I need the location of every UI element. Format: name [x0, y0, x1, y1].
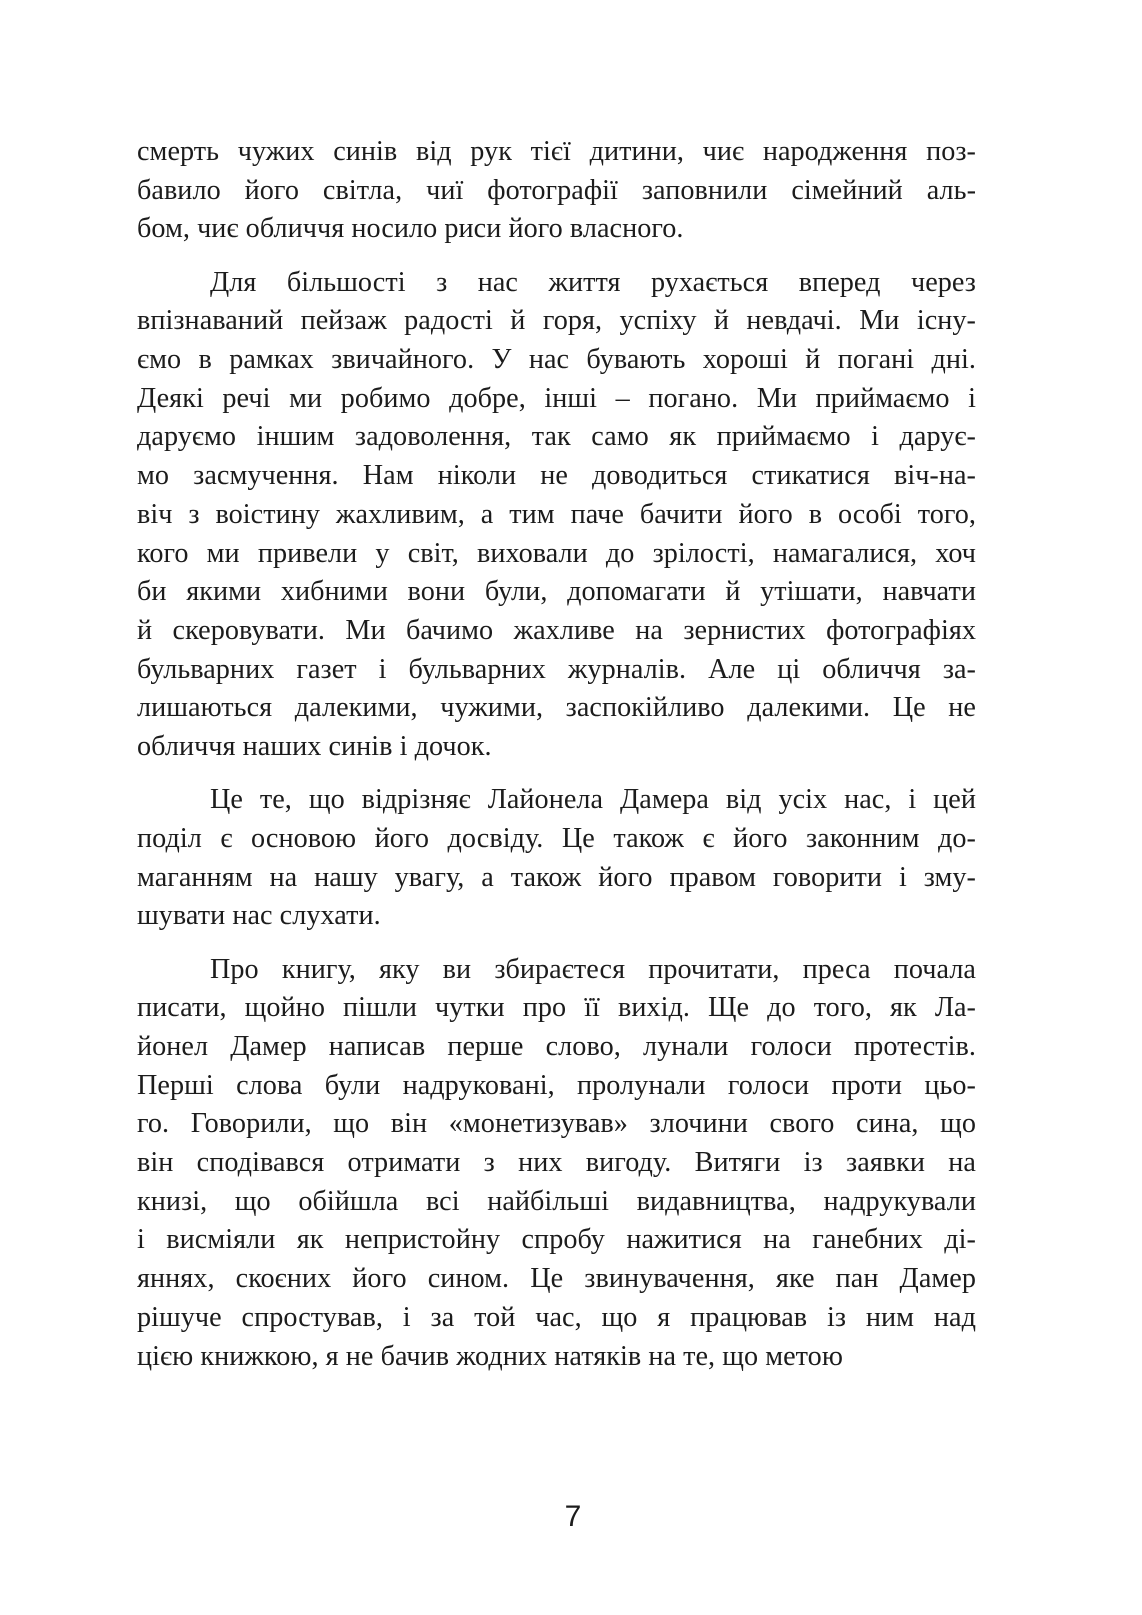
- text-line: шувати нас слухати.: [137, 900, 381, 932]
- text-line: він сподівався отримати з них вигоду. Витяги із заявки на: [137, 1147, 976, 1179]
- paragraph: [137, 951, 976, 1377]
- paragraph: [137, 264, 976, 767]
- text-line: поділ є основою його досвіду. Це також є його законним до-: [137, 822, 976, 854]
- text-line: бом, чиє обличчя носило риси його власного.: [137, 213, 684, 245]
- text-line: книзі, що обійшла всі найбільші видавництва, надрукували: [137, 1185, 976, 1217]
- text-line: маганням на нашу увагу, а також його правом говорити і зму-: [137, 861, 976, 893]
- text-line: даруємо іншим задоволення, так само як приймаємо і дарує-: [137, 421, 976, 453]
- text-line: кого ми привели у світ, виховали до зрілості, намагалися, хоч: [137, 537, 976, 569]
- paragraph: [137, 133, 976, 249]
- text-line: го. Говорили, що він «монетизував» злочини свого сина, що: [137, 1108, 976, 1140]
- text-line: Деякі речі ми робимо добре, інші – погано. Ми приймаємо і: [137, 382, 976, 414]
- text-line: Це те, що відрізняє Лайонела Дамера від усіх нас, і цей: [210, 784, 976, 816]
- text-line: обличчя наших синів і дочок.: [137, 731, 492, 763]
- text-line: і висміяли як непристойну спробу нажитися на ганебних ді-: [137, 1224, 976, 1256]
- text-line: цією книжкою, я не бачив жодних натяків на те, що метою: [137, 1340, 843, 1372]
- paragraph: [137, 781, 976, 936]
- text-line: лишаються далекими, чужими, заспокійливо далекими. Це не: [137, 692, 976, 724]
- text-line: смерть чужих синів від рук тієї дитини, чиє народження поз-: [137, 136, 976, 167]
- text-line: впізнаваний пейзаж радості й горя, успіху й невдачі. Ми існу-: [137, 305, 976, 337]
- body-text: [137, 133, 976, 1391]
- text-line: й скеровувати. Ми бачимо жахливе на зернистих фотографіях: [137, 614, 976, 646]
- text-line: ємо в рамках звичайного. У нас бувають хороші й погані дні.: [137, 344, 976, 376]
- text-line: йонел Дамер написав перше слово, лунали голоси протестів.: [137, 1030, 976, 1062]
- text-line: віч з воістину жахливим, а тим паче бачити його в особі того,: [137, 498, 976, 530]
- text-line: рішуче спростував, і за той час, що я працював із ним над: [137, 1301, 976, 1333]
- text-line: Для більшості з нас життя рухається вперед через: [210, 266, 976, 298]
- text-line: бавило його світла, чиї фотографії заповнили сімейний аль-: [137, 174, 976, 206]
- text-line: би якими хибними вони були, допомагати й утішати, навчати: [137, 576, 976, 608]
- text-line: мо засмучення. Нам ніколи не доводиться стикатися віч-на-: [137, 460, 976, 492]
- text-line: Про книгу, яку ви збираєтеся прочитати, преса почала: [210, 953, 976, 985]
- text-line: яннях, скоєних його сином. Це звинувачення, яке пан Дамер: [137, 1263, 976, 1295]
- text-line: Перші слова були надруковані, пролунали голоси проти цьо-: [137, 1069, 976, 1101]
- page-number: 7: [564, 1500, 582, 1533]
- text-line: бульварних газет і бульварних журналів. Але ці обличчя за-: [137, 653, 976, 685]
- text-line: писати, щойно пішли чутки про її вихід. Ще до того, як Ла-: [137, 992, 976, 1024]
